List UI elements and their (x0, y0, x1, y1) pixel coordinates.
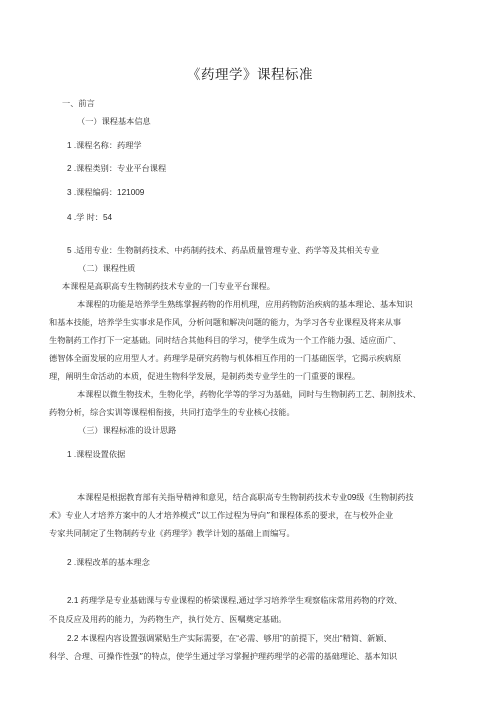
paragraph-line: 2.2 本课程内容设置强调紧贴生产实际需要，在“必需、够用”的前提下，突出“精简、新颖、 (67, 634, 392, 643)
paragraph-line: 不良反应及用药的能力，为药物生产，执行处方、医嘱奠定基础。 (49, 614, 287, 624)
list-item-course-code: 3 .课程编码：121009 (67, 188, 145, 197)
paragraph-line: 本课程是根据教育部有关指导精神和意见，结合高职高专生物制药技术专业09级《生物制药技 (77, 493, 414, 502)
subsection-heading-basic-info: （一）课程基本信息 (77, 116, 151, 126)
list-item-course-hours: 4 .学 时：54 (67, 213, 113, 222)
paragraph-line: 本课程以微生物技术，生物化学，药物化学等的学习为基础，同时与生物制药工艺、制剂技术、 (77, 389, 421, 399)
paragraph-line: 生物制药工作打下一定基础。同时结合其他科目的学习，使学生成为一个工作能力强、适应面广、 (49, 335, 402, 345)
section-heading-preface: 一、前言 (62, 98, 95, 108)
paragraph-line: 药物分析，综合实训等课程相衔接，共同打造学生的专业核心技能。 (49, 407, 295, 417)
paragraph-nature-intro: 本课程是高职高专生物制药技术专业的一门专业平台课程。 (62, 281, 275, 291)
list-item-course-name: 1 .课程名称：药理学 (67, 141, 142, 150)
subsection-heading-nature: （二）课程性质 (78, 263, 136, 273)
paragraph-line: 术》专业人才培养方案中的人才培养模式”以工作过程为导向”和课程体系的要求，在与校外企业 (49, 510, 394, 520)
paragraph-line: 科学、合理、可操作性强”的特点，使学生通过学习掌握护理药理学的必需的基础理论、基本知识 (49, 651, 398, 661)
paragraph-line: 理，阐明生命活动的本质，促进生物科学发展，是制药类专业学生的一门重要的课程。 (49, 371, 361, 381)
list-item-course-category: 2 .课程类别：专业平台课程 (67, 164, 167, 173)
paragraph-line: 专家共同制定了生物制药专业《药理学》教学计划的基础上而编写。 (49, 528, 295, 538)
subsection-heading-design: （三）课程标准的设计思路 (78, 425, 177, 435)
paragraph-line: 和基本技能，培养学生实事求是作风，分析问题和解决问题的能力，为学习各专业课程及将来从事 (49, 317, 402, 327)
list-item-applicable-majors: 5 .适用专业：生物制药技术、中药制药技术、药品质量管理专业、药学等及其相关专业 (67, 246, 380, 255)
paragraph-line: 2.1 药理学是专业基础课与专业课程的桥梁课程,通过学习培养学生观察临床常用药物的疗效、 (67, 596, 403, 605)
sub-heading-basis: 1 .课程设置依据 (67, 450, 126, 459)
sub-heading-reform: 2 .课程改革的基本理念 (67, 558, 150, 567)
paragraph-line: 本课程的功能是培养学生熟练掌握药物的作用机理，应用药物防治疾病的基本理论、基本知识 (77, 299, 413, 309)
document-title: 《药理学》课程标准 (187, 67, 313, 83)
paragraph-line: 德智体全面发展的应用型人才。药理学是研究药物与机体相互作用的一门基础医学，它揭示疾病原 (49, 353, 402, 363)
